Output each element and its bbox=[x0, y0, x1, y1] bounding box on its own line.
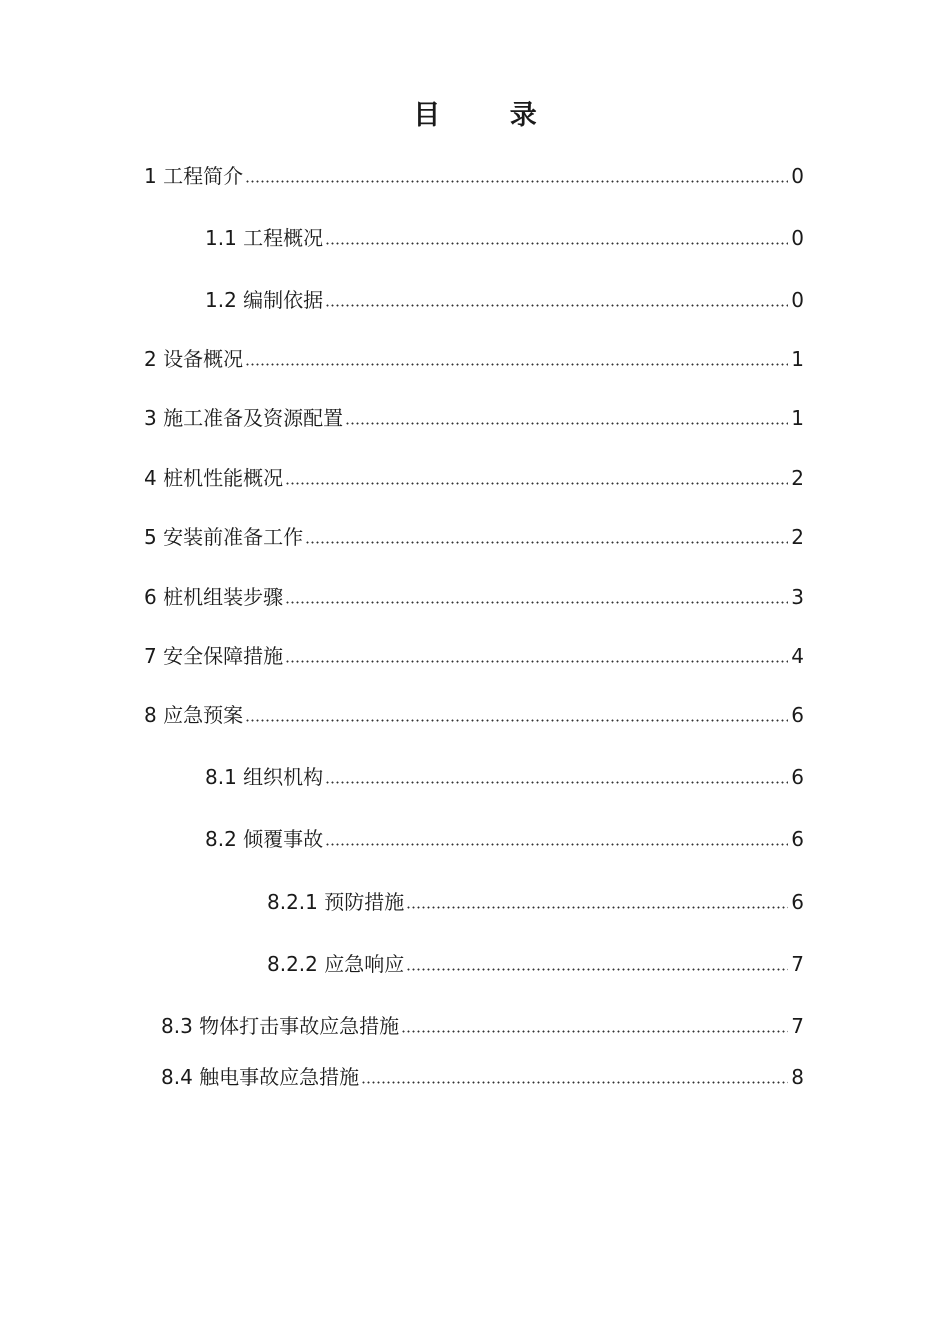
toc-entry[interactable] bbox=[144, 464, 804, 492]
toc-entry-label: 1.2 编制依据 bbox=[205, 288, 324, 312]
toc-entry-page: 4 bbox=[791, 644, 804, 668]
toc-entry[interactable] bbox=[144, 701, 804, 729]
toc-entry-label: 5 安装前准备工作 bbox=[144, 525, 304, 549]
toc-entry[interactable] bbox=[144, 404, 804, 432]
toc-dot-leader bbox=[345, 420, 788, 426]
toc-dot-leader bbox=[245, 361, 788, 367]
toc-entry-page: 6 bbox=[791, 765, 804, 789]
toc-entry-label: 6 桩机组装步骤 bbox=[144, 585, 284, 609]
toc-entry[interactable] bbox=[205, 763, 804, 791]
toc-entry-label: 8.1 组织机构 bbox=[205, 765, 324, 789]
toc-entry[interactable] bbox=[161, 1063, 804, 1091]
toc-dot-leader bbox=[245, 717, 788, 723]
toc-entry[interactable] bbox=[144, 523, 804, 551]
toc-entry[interactable] bbox=[161, 1012, 804, 1040]
toc-dot-leader bbox=[325, 302, 788, 308]
toc-entry-label: 8.3 物体打击事故应急措施 bbox=[161, 1014, 400, 1038]
toc-dot-leader bbox=[245, 178, 788, 184]
toc-entry-label: 8.2.2 应急响应 bbox=[267, 952, 405, 976]
toc-entry[interactable] bbox=[267, 888, 804, 916]
toc-entry-label: 3 施工准备及资源配置 bbox=[144, 406, 344, 430]
toc-entry-page: 2 bbox=[791, 525, 804, 549]
toc-entry-label: 1.1 工程概况 bbox=[205, 226, 324, 250]
toc-entry[interactable] bbox=[144, 642, 804, 670]
toc-entry-label: 4 桩机性能概况 bbox=[144, 466, 284, 490]
toc-entry[interactable] bbox=[144, 162, 804, 190]
toc-entry-page: 0 bbox=[791, 288, 804, 312]
toc-entry-page: 1 bbox=[791, 347, 804, 371]
toc-entry-page: 7 bbox=[791, 1014, 804, 1038]
toc-entry-page: 6 bbox=[791, 703, 804, 727]
toc-entry-page: 0 bbox=[791, 164, 804, 188]
toc-dot-leader bbox=[361, 1079, 788, 1085]
toc-entry[interactable] bbox=[144, 583, 804, 611]
toc-entry-label: 8.2.1 预防措施 bbox=[267, 890, 405, 914]
toc-entry[interactable] bbox=[144, 345, 804, 373]
toc-entry-label: 8.4 触电事故应急措施 bbox=[161, 1065, 360, 1089]
toc-entry-page: 6 bbox=[791, 890, 804, 914]
toc-dot-leader bbox=[325, 779, 788, 785]
toc-entry-label: 8.2 倾覆事故 bbox=[205, 827, 324, 851]
toc-entry-page: 2 bbox=[791, 466, 804, 490]
toc-entry-page: 7 bbox=[791, 952, 804, 976]
toc-dot-leader bbox=[406, 966, 788, 972]
toc-dot-leader bbox=[325, 240, 788, 246]
toc-entry-page: 6 bbox=[791, 827, 804, 851]
toc-entry-page: 1 bbox=[791, 406, 804, 430]
toc-entry-label: 1 工程简介 bbox=[144, 164, 244, 188]
toc-dot-leader bbox=[401, 1028, 788, 1034]
toc-entry[interactable] bbox=[205, 286, 804, 314]
toc-entry[interactable] bbox=[205, 825, 804, 853]
toc-entry[interactable] bbox=[267, 950, 804, 978]
toc-entry-label: 7 安全保障措施 bbox=[144, 644, 284, 668]
toc-dot-leader bbox=[285, 658, 788, 664]
toc-dot-leader bbox=[285, 480, 788, 486]
toc-dot-leader bbox=[285, 599, 788, 605]
toc-entry-page: 0 bbox=[791, 226, 804, 250]
toc-entry[interactable] bbox=[205, 224, 804, 252]
toc-entry-label: 2 设备概况 bbox=[144, 347, 244, 371]
toc-entry-page: 3 bbox=[791, 585, 804, 609]
toc-entry-page: 8 bbox=[791, 1065, 804, 1089]
toc-title: 目 录 bbox=[413, 100, 567, 131]
toc-dot-leader bbox=[325, 841, 788, 847]
toc-dot-leader bbox=[305, 539, 788, 545]
toc-entry-label: 8 应急预案 bbox=[144, 703, 244, 727]
toc-dot-leader bbox=[406, 904, 788, 910]
